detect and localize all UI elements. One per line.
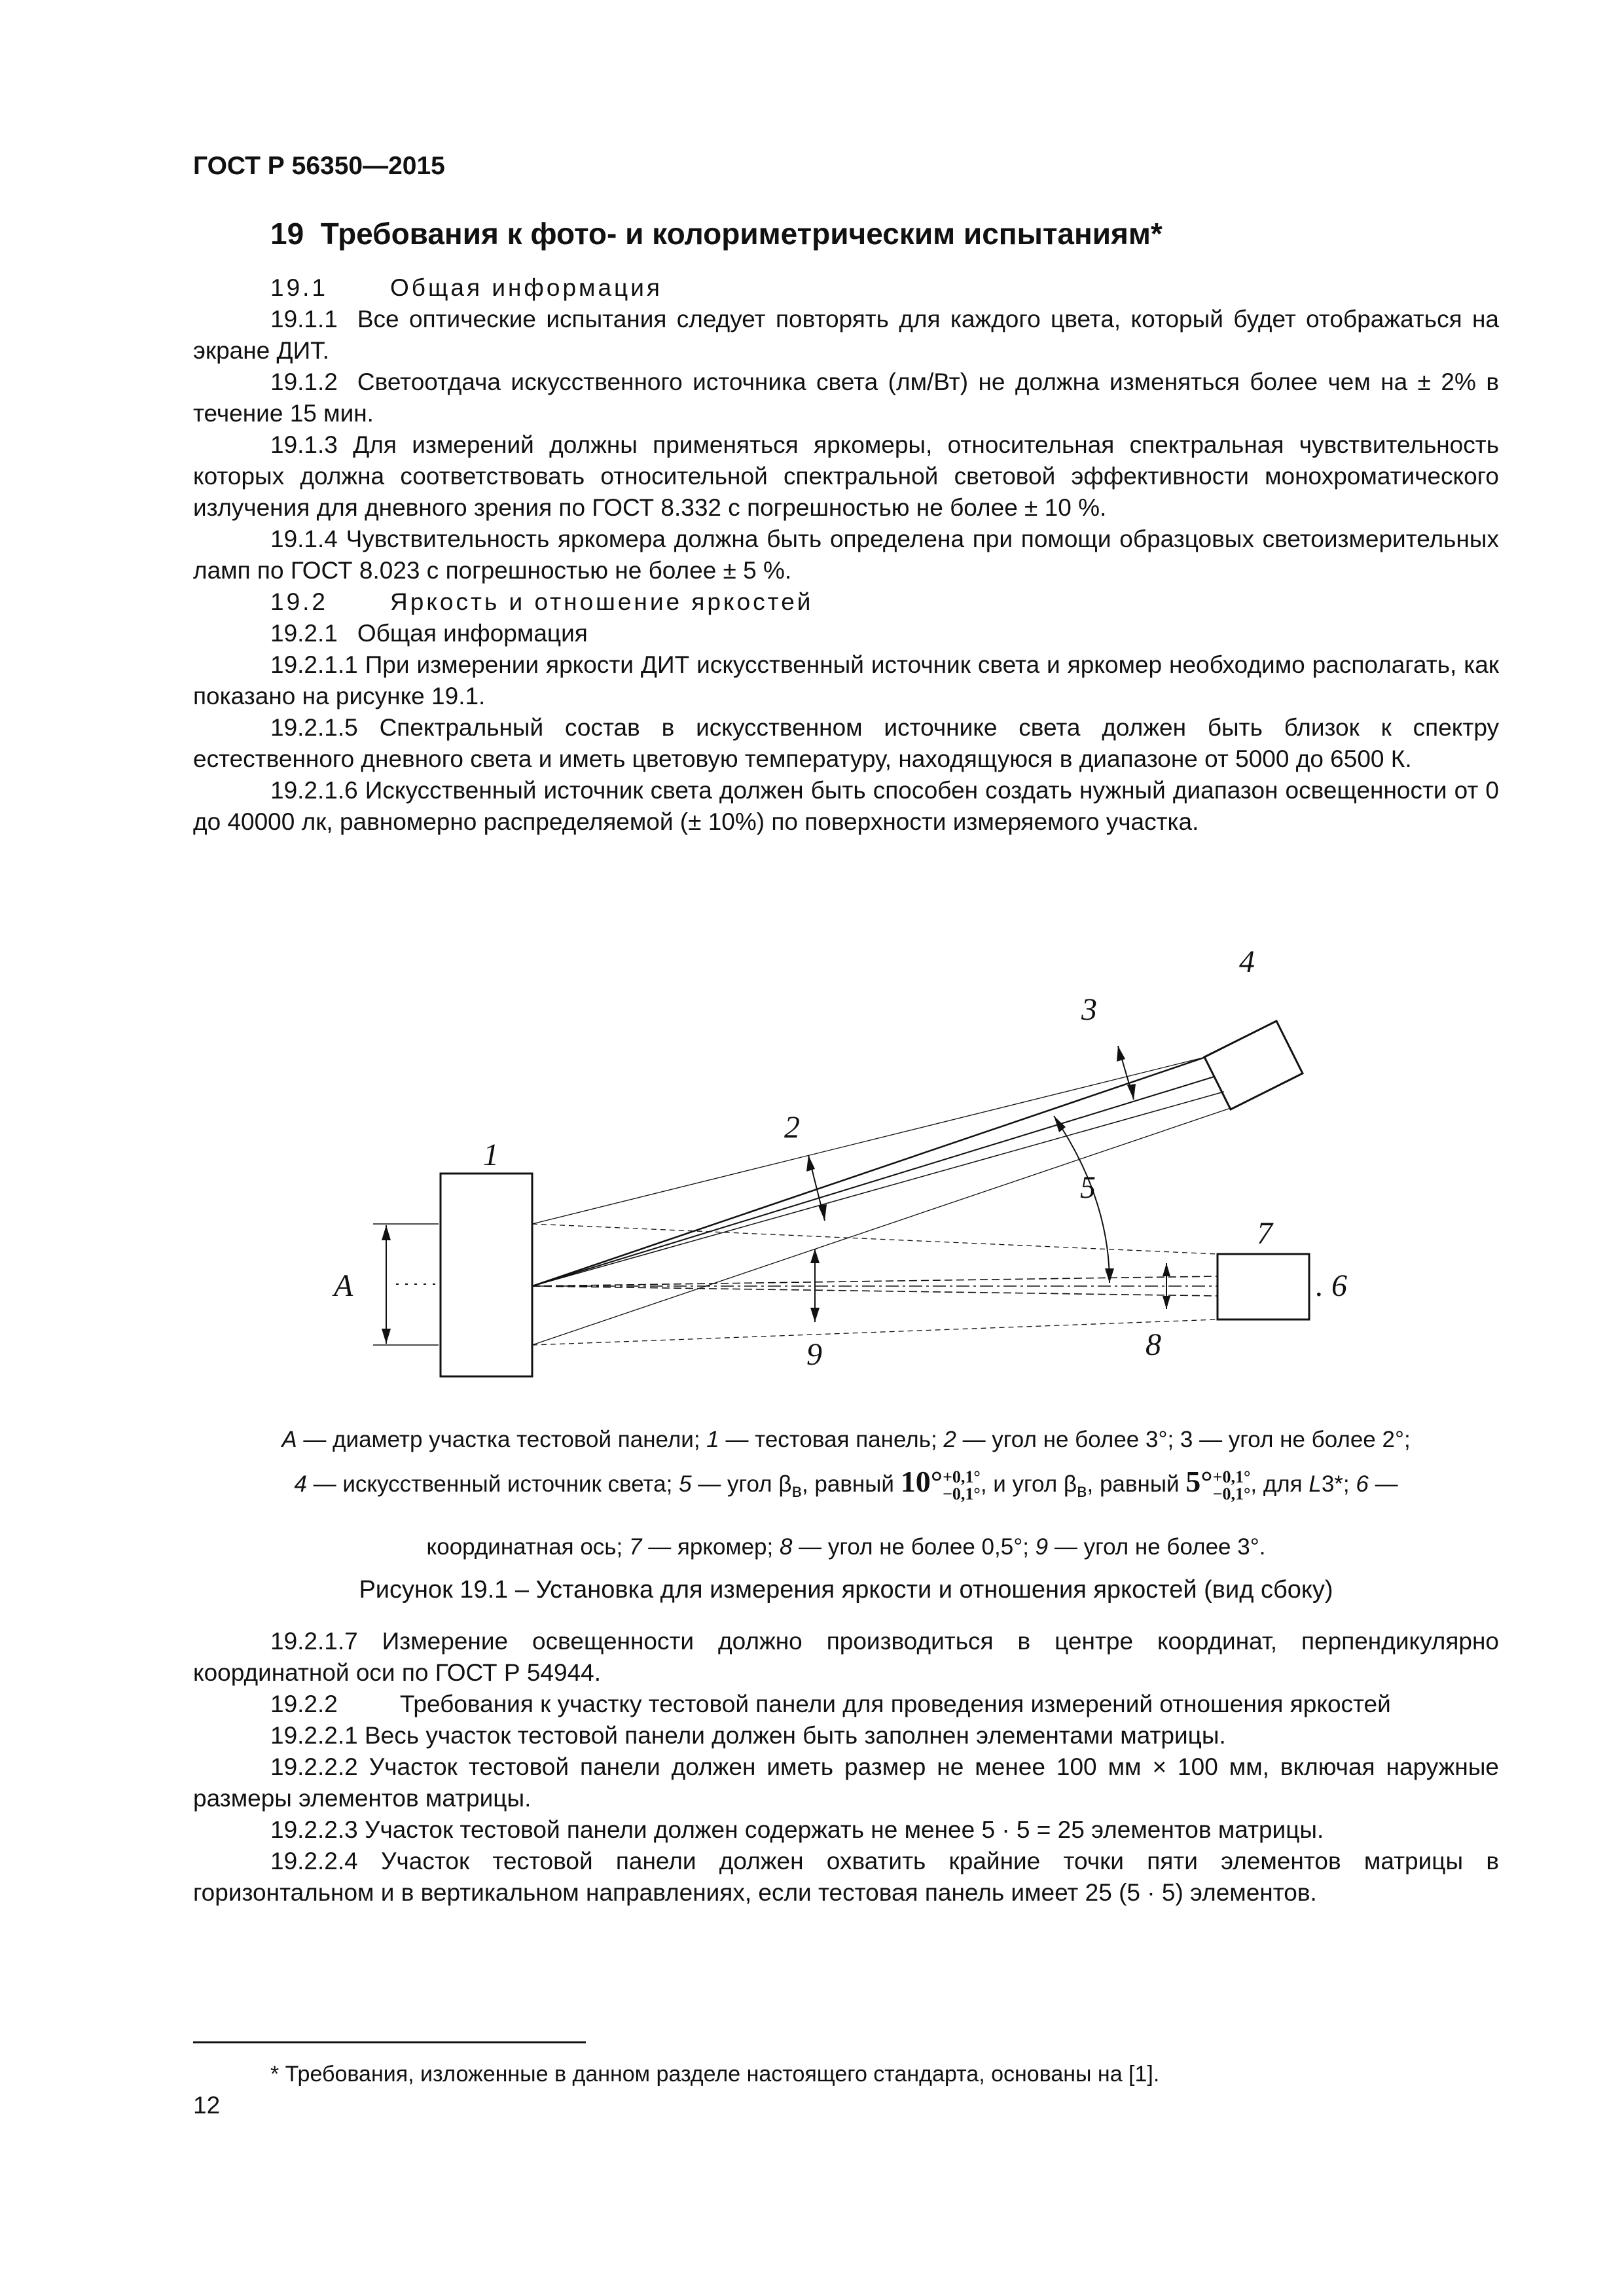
paragraph-19-1: 19.1 Общая информация <box>270 274 662 301</box>
label-2: 2 <box>784 1110 800 1145</box>
page-number: 12 <box>193 2092 221 2119</box>
paragraph-19-2-1-7: 19.2.1.7 Измерение освещенности должно производиться в центре координат, перпендикулярно координатной оси по ГОСТ Р 54944. <box>193 1628 1499 1686</box>
label-A: A <box>334 1268 353 1303</box>
text-block-top <box>193 272 1499 838</box>
paragraph-19-2-2-1: 19.2.2.1 Весь участок тестовой панели должен быть заполнен элементами матрицы. <box>270 1722 1226 1749</box>
label-1: 1 <box>483 1138 499 1172</box>
figure-legend <box>193 1419 1499 1568</box>
luminance-meter-rect <box>1218 1254 1309 1319</box>
footnote-divider <box>193 2041 586 2043</box>
paragraph-19-2-1-5: 19.2.1.5 Спектральный состав в искусственном источнике света должен быть близок к спектру естественного дневного света и иметь цветовую температуру, находящуюся в диапазоне от 5000 до 6500 К. <box>193 714 1499 772</box>
paragraph-19-2: 19.2 Яркость и отношение яркостей <box>270 588 814 615</box>
label-9: 9 <box>806 1337 822 1372</box>
document-header: ГОСТ Р 56350—2015 <box>193 152 445 180</box>
paragraph-19-2-1-1: 19.2.1.1 При измерении яркости ДИТ искусственный источник света и яркомер необходимо располагать, как показано на рисунке 19.1. <box>193 651 1499 709</box>
footnote: * Требования, изложенные в данном разделе настоящего стандарта, основаны на [1]. <box>270 2062 1160 2087</box>
paragraph-19-2-2-3: 19.2.2.3 Участок тестовой панели должен содержать не менее 5 · 5 = 25 элементов матрицы. <box>270 1816 1324 1843</box>
test-panel-rect <box>441 1174 532 1376</box>
paragraph-19-2-2-2: 19.2.2.2 Участок тестовой панели должен иметь размер не менее 100 мм × 100 мм, включая наружные размеры элементов матрицы. <box>193 1753 1499 1812</box>
paragraph-19-1-1: 19.1.1 Все оптические испытания следует повторять для каждого цвета, который будет отображаться на экране ДИТ. <box>193 306 1499 364</box>
paragraph-19-1-4: 19.1.4 Чувствительность яркомера должна быть определена при помощи образцовых светоизмерительных ламп по ГОСТ 8.023 с погрешностью не более ± 5 %. <box>193 526 1499 584</box>
paragraph-19-2-2: 19.2.2 Требования к участку тестовой панели для проведения измерений отношения яркостей <box>270 1691 1391 1717</box>
diagram-svg <box>308 923 1368 1381</box>
paragraph-19-2-2-4: 19.2.2.4 Участок тестовой панели должен охватить крайние точки пяти элементов матрицы в горизонтальном и в вертикальном направлениях, если тестовая панель имеет 25 (5 · 5) элементов. <box>193 1848 1499 1906</box>
figure-19-1-diagram <box>308 923 1368 1381</box>
label-6: . 6 <box>1316 1268 1347 1303</box>
paragraph-19-1-3: 19.1.3 Для измерений должны применяться яркомеры, относительная спектральная чувствительность которых должна соответствовать относительной спектральной световой эффективности монохроматического излучения для дневного зрения по ГОСТ 8.332 с погрешностью не более ± 10 %. <box>193 431 1499 521</box>
label-5: 5 <box>1080 1170 1096 1205</box>
section-heading <box>270 216 1163 251</box>
figure-caption: Рисунок 19.1 – Установка для измерения яркости и отношения яркостей (вид сбоку) <box>359 1576 1333 1604</box>
paragraph-19-2-1: 19.2.1 Общая информация <box>270 620 588 647</box>
legend-line-3: координатная ось; 7 — яркомер; 8 — угол не более 0,5°; 9 — угол не более 3°. <box>426 1534 1266 1560</box>
label-7: 7 <box>1257 1216 1272 1251</box>
light-source-rect <box>1204 1021 1303 1109</box>
section-title: Требования к фото- и колориметрическим испытаниям* <box>320 217 1163 251</box>
paragraph-19-2-1-6: 19.2.1.6 Искусственный источник света должен быть способен создать нужный диапазон освещенности от 0 до 40000 лк, равномерно распределяемой (± 10%) по поверхности измеряемого участка. <box>193 777 1499 835</box>
legend-line-1: A — диаметр участка тестовой панели; 1 — тестовая панель; 2 — угол не более 3°; 3 — угол не более 2°; <box>281 1427 1411 1452</box>
label-8: 8 <box>1146 1327 1161 1362</box>
paragraph-19-1-2: 19.1.2 Светоотдача искусственного источника света (лм/Вт) не должна изменяться более чем на ± 2% в течение 15 мин. <box>193 368 1499 427</box>
label-4: 4 <box>1239 944 1255 979</box>
section-number: 19 <box>270 217 304 251</box>
legend-line-2: 4 — искусственный источник света; 5 — угол $\beta_в$, равный 10°+0,1° −0,1°, и угол $\beta_в$, равный 5°+0,1° −0,1°, для L3*; 6 — <box>294 1465 1398 1503</box>
text-block-bottom <box>193 1626 1499 1909</box>
label-3: 3 <box>1081 992 1097 1027</box>
